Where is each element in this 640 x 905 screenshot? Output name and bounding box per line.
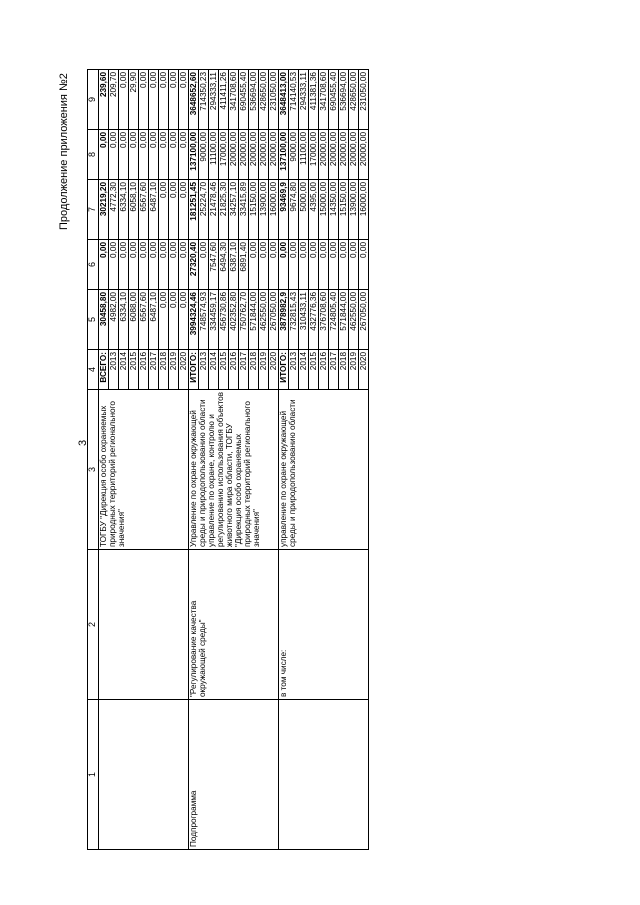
- amount-cell: 750762,70: [239, 290, 249, 350]
- amount-cell: 0,00: [349, 240, 359, 290]
- amount-cell: 536694,00: [249, 70, 259, 130]
- amount-cell: 0,00: [179, 70, 189, 130]
- amount-cell: 6567,60: [139, 290, 149, 350]
- amount-cell: 3994324,46: [189, 290, 199, 350]
- amount-cell: 0,00: [169, 130, 179, 180]
- amount-cell: 0,00: [299, 240, 309, 290]
- amount-cell: 6387,10: [229, 240, 239, 290]
- program-cell: [99, 700, 189, 850]
- amount-cell: 0,00: [159, 240, 169, 290]
- amount-cell: 20000,00: [249, 130, 259, 180]
- amount-cell: 20000,00: [229, 130, 239, 180]
- year-cell: 2016: [319, 350, 329, 390]
- amount-cell: 13900,00: [259, 180, 269, 240]
- amount-cell: 0,00: [159, 130, 169, 180]
- year-cell: 2020: [359, 350, 369, 390]
- year-cell: 2015: [309, 350, 319, 390]
- amount-cell: 9674,80: [289, 180, 299, 240]
- amount-cell: 462550,00: [349, 290, 359, 350]
- amount-cell: 714140,53: [289, 70, 299, 130]
- amount-cell: 231050,00: [269, 70, 279, 130]
- executor-cell: управление по охране окружающей среды и природопользованию области: [279, 390, 369, 550]
- year-cell: 2017: [329, 350, 339, 390]
- amount-cell: 411381,36: [309, 70, 319, 130]
- amount-cell: 748574,93: [199, 290, 209, 350]
- amount-cell: 34257,10: [229, 180, 239, 240]
- amount-cell: 9000,00: [199, 130, 209, 180]
- column-header-row: [88, 70, 99, 850]
- amount-cell: 0,00: [309, 240, 319, 290]
- year-cell: 2014: [299, 350, 309, 390]
- amount-cell: 11100,00: [209, 130, 219, 180]
- amount-cell: 724805,40: [329, 290, 339, 350]
- amount-cell: 0,00: [119, 130, 129, 180]
- amount-cell: 714350,23: [199, 70, 209, 130]
- amount-cell: 20000,00: [359, 130, 369, 180]
- amount-cell: 29,90: [129, 70, 139, 130]
- col-header: 5: [88, 290, 99, 350]
- amount-cell: 11100,00: [299, 130, 309, 180]
- col-header: 2: [88, 550, 99, 700]
- amount-cell: 17000,00: [219, 130, 229, 180]
- amount-cell: 402352,80: [229, 290, 239, 350]
- amount-cell: 21825,30: [219, 180, 229, 240]
- col-header: 3: [88, 390, 99, 550]
- amount-cell: 0,00: [149, 70, 159, 130]
- amount-cell: 239,60: [99, 70, 109, 130]
- amount-cell: 294333,11: [209, 70, 219, 130]
- rotated-table-wrapper: [87, 70, 550, 850]
- col-header: 7: [88, 180, 99, 240]
- amount-cell: 411411,26: [219, 70, 229, 130]
- amount-cell: 428650,00: [259, 70, 269, 130]
- amount-cell: 0,00: [109, 130, 119, 180]
- amount-cell: 0,00: [169, 180, 179, 240]
- amount-cell: 25224,70: [199, 180, 209, 240]
- col-header: 6: [88, 240, 99, 290]
- year-cell: 2019: [349, 350, 359, 390]
- amount-cell: 137100,00: [189, 130, 199, 180]
- amount-cell: 4772,30: [109, 180, 119, 240]
- amount-cell: 20000,00: [239, 130, 249, 180]
- amount-cell: 0,00: [139, 130, 149, 180]
- amount-cell: 6088,00: [129, 290, 139, 350]
- amount-cell: 6487,10: [149, 180, 159, 240]
- amount-cell: 6891,40: [239, 240, 249, 290]
- amount-cell: 20000,00: [259, 130, 269, 180]
- amount-cell: 30458,80: [99, 290, 109, 350]
- amount-cell: 0,00: [179, 180, 189, 240]
- amount-cell: 0,00: [329, 240, 339, 290]
- year-cell: 2020: [179, 350, 189, 390]
- program-title-cell: "Регулирование качества окружающей среды": [189, 550, 279, 700]
- amount-cell: 20000,00: [269, 130, 279, 180]
- amount-cell: 690455,40: [239, 70, 249, 130]
- amount-cell: 6334,10: [119, 290, 129, 350]
- amount-cell: 15150,00: [339, 180, 349, 240]
- amount-cell: 0,00: [109, 240, 119, 290]
- year-cell: ВСЕГО:: [99, 350, 109, 390]
- program-cell: [279, 700, 369, 850]
- amount-cell: 15000,00: [319, 180, 329, 240]
- amount-cell: 0,00: [129, 130, 139, 180]
- amount-cell: 20000,00: [319, 130, 329, 180]
- amount-cell: 0,00: [199, 240, 209, 290]
- amount-cell: 9000,00: [289, 130, 299, 180]
- table-row: [279, 70, 289, 850]
- year-cell: ИТОГО:: [189, 350, 199, 390]
- amount-cell: 6494,30: [219, 240, 229, 290]
- amount-cell: 7547,60: [209, 240, 219, 290]
- year-cell: 2013: [109, 350, 119, 390]
- year-cell: 2018: [249, 350, 259, 390]
- page-number: 3: [77, 439, 89, 446]
- program-cell: Подпрограмма: [189, 700, 279, 850]
- col-header: 8: [88, 130, 99, 180]
- amount-cell: 0,00: [279, 240, 289, 290]
- amount-cell: 93469,9: [279, 180, 289, 240]
- amount-cell: 21478,46: [209, 180, 219, 240]
- amount-cell: 267050,00: [359, 290, 369, 350]
- amount-cell: 0,00: [249, 240, 259, 290]
- amount-cell: 20000,00: [329, 130, 339, 180]
- table-row: [189, 70, 199, 850]
- amount-cell: 0,00: [169, 290, 179, 350]
- col-header: 4: [88, 350, 99, 390]
- amount-cell: 462550,00: [259, 290, 269, 350]
- amount-cell: 0,00: [179, 130, 189, 180]
- amount-cell: 0,00: [359, 240, 369, 290]
- amount-cell: 0,00: [99, 130, 109, 180]
- amount-cell: 310433,11: [299, 290, 309, 350]
- amount-cell: 0,00: [149, 240, 159, 290]
- amount-cell: 0,00: [179, 290, 189, 350]
- amount-cell: 571844,00: [339, 290, 349, 350]
- amount-cell: 0,00: [159, 290, 169, 350]
- year-cell: 2014: [209, 350, 219, 390]
- amount-cell: 0,00: [339, 240, 349, 290]
- amount-cell: 30219,20: [99, 180, 109, 240]
- budget-table: [87, 69, 369, 850]
- amount-cell: 6334,10: [119, 180, 129, 240]
- amount-cell: 137100,00: [279, 130, 289, 180]
- year-cell: 2016: [229, 350, 239, 390]
- program-title-cell: в том числе:: [279, 550, 369, 700]
- amount-cell: 3648652,60: [189, 70, 199, 130]
- amount-cell: 0,00: [139, 70, 149, 130]
- amount-cell: 4395,00: [309, 180, 319, 240]
- amount-cell: 0,00: [149, 130, 159, 180]
- program-title-cell: [99, 550, 189, 700]
- year-cell: 2019: [259, 350, 269, 390]
- amount-cell: 0,00: [259, 240, 269, 290]
- executor-cell: ТОГБУ "Дирекция особо охраняемых природных территорий регионального значения": [99, 390, 189, 550]
- year-cell: 2016: [139, 350, 149, 390]
- amount-cell: 294333,11: [299, 70, 309, 130]
- amount-cell: 231050,00: [359, 70, 369, 130]
- amount-cell: 27320,40: [189, 240, 199, 290]
- executor-cell: Управление по охране окружающей среды и природопользованию области управление по охране, контролю и регулированию использования объектов животного мира области, ТОГБУ "Дирекция особо охраняемых природных территорий регионального значения": [189, 390, 279, 550]
- amount-cell: 571844,00: [249, 290, 259, 350]
- amount-cell: 0,00: [159, 180, 169, 240]
- amount-cell: 4982,00: [109, 290, 119, 350]
- amount-cell: 33415,89: [239, 180, 249, 240]
- amount-cell: 0,00: [159, 70, 169, 130]
- amount-cell: 428650,00: [349, 70, 359, 130]
- amount-cell: 6567,60: [139, 180, 149, 240]
- year-cell: 2019: [169, 350, 179, 390]
- year-cell: 2015: [129, 350, 139, 390]
- amount-cell: 3878982,9: [279, 290, 289, 350]
- col-header: 1: [88, 700, 99, 850]
- amount-cell: 536694,00: [339, 70, 349, 130]
- amount-cell: 0,00: [119, 240, 129, 290]
- amount-cell: 0,00: [99, 240, 109, 290]
- amount-cell: 0,00: [289, 240, 299, 290]
- year-cell: 2013: [199, 350, 209, 390]
- amount-cell: 17000,00: [309, 130, 319, 180]
- amount-cell: 13900,00: [349, 180, 359, 240]
- amount-cell: 181251,45: [189, 180, 199, 240]
- amount-cell: 20000,00: [339, 130, 349, 180]
- amount-cell: 0,00: [179, 240, 189, 290]
- amount-cell: 0,00: [129, 240, 139, 290]
- year-cell: 2018: [339, 350, 349, 390]
- year-cell: 2013: [289, 350, 299, 390]
- amount-cell: 0,00: [319, 240, 329, 290]
- amount-cell: 15150,00: [249, 180, 259, 240]
- amount-cell: 0,00: [169, 70, 179, 130]
- amount-cell: 341708,60: [229, 70, 239, 130]
- table-row: [99, 70, 109, 850]
- year-cell: 2018: [159, 350, 169, 390]
- amount-cell: 14350,00: [329, 180, 339, 240]
- amount-cell: 209,70: [109, 70, 119, 130]
- amount-cell: 0,00: [139, 240, 149, 290]
- year-cell: 2017: [149, 350, 159, 390]
- year-cell: 2020: [269, 350, 279, 390]
- year-cell: ИТОГО:: [279, 350, 289, 390]
- amount-cell: 16000,00: [269, 180, 279, 240]
- year-cell: 2017: [239, 350, 249, 390]
- amount-cell: 6487,10: [149, 290, 159, 350]
- appendix-continuation-note: Продолжение приложения №2: [58, 73, 70, 230]
- year-cell: 2015: [219, 350, 229, 390]
- amount-cell: 432776,36: [309, 290, 319, 350]
- amount-cell: 0,00: [169, 240, 179, 290]
- amount-cell: 3648413,00: [279, 70, 289, 130]
- amount-cell: 376708,60: [319, 290, 329, 350]
- col-header: 9: [88, 70, 99, 130]
- amount-cell: 341708,60: [319, 70, 329, 130]
- amount-cell: 6058,10: [129, 180, 139, 240]
- year-cell: 2014: [119, 350, 129, 390]
- amount-cell: 267050,00: [269, 290, 279, 350]
- amount-cell: 5000,00: [299, 180, 309, 240]
- amount-cell: 20000,00: [349, 130, 359, 180]
- amount-cell: 0,00: [269, 240, 279, 290]
- amount-cell: 334459,17: [209, 290, 219, 350]
- amount-cell: 690455,40: [329, 70, 339, 130]
- amount-cell: 0,00: [119, 70, 129, 130]
- amount-cell: 732815,43: [289, 290, 299, 350]
- amount-cell: 456730,86: [219, 290, 229, 350]
- amount-cell: 16000,00: [359, 180, 369, 240]
